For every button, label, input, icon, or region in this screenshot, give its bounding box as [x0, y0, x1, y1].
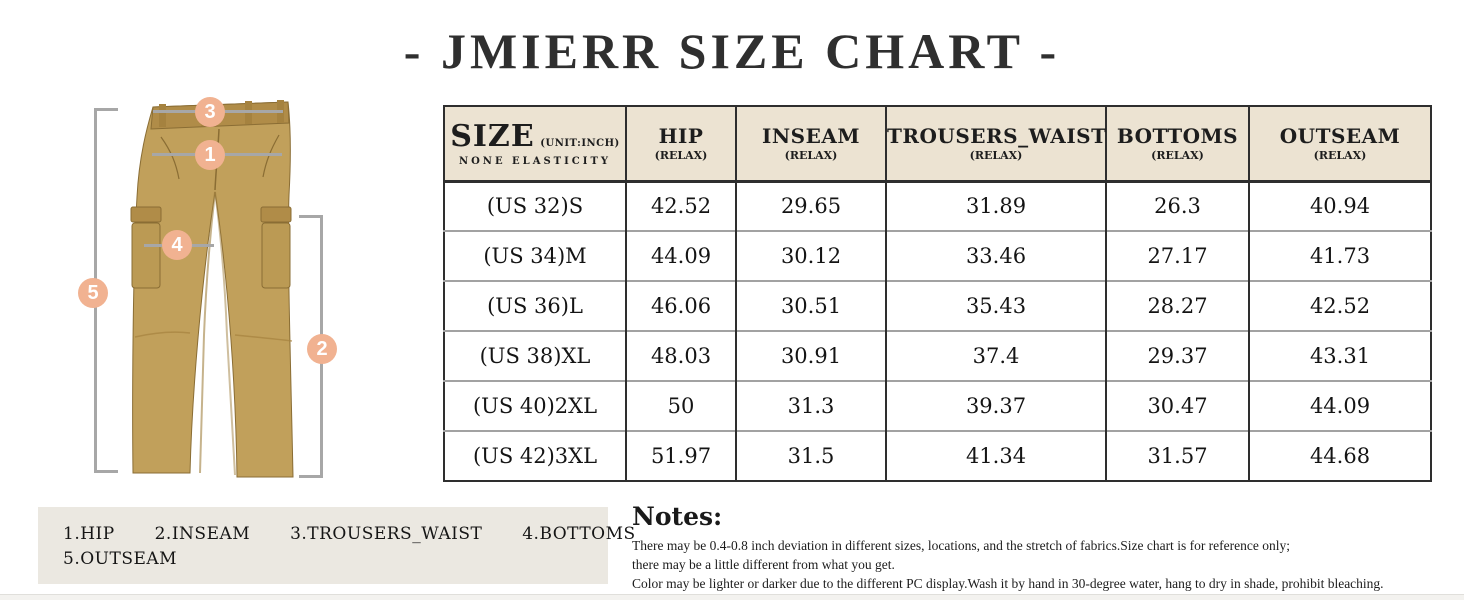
bottoms-cell: 27.17	[1106, 231, 1249, 281]
marker-hip	[195, 140, 225, 170]
measurement-legend	[38, 507, 636, 584]
legend-item-bottoms: 4.BOTTOMS	[522, 524, 636, 544]
inseam-cell: 31.5	[736, 431, 886, 481]
column-header-hip	[626, 106, 736, 181]
size-cell: (US 32)S	[444, 181, 626, 231]
hip-cell: 50	[626, 381, 736, 431]
size-cell: (US 34)M	[444, 231, 626, 281]
hip-cell: 46.06	[626, 281, 736, 331]
notes-title: Notes:	[632, 502, 723, 531]
notes-section	[632, 502, 1464, 593]
table-row	[444, 431, 1431, 481]
size-header-unit: (UNIT:INCH)	[540, 138, 620, 150]
note-line-3: Color may be lighter or darker due to the different PC display.Wash it by hand in 30-degree water, hang to dry in shade, prohibit bleaching.	[632, 576, 1384, 591]
outseam-cell: 40.94	[1249, 181, 1431, 231]
size-cell: (US 36)L	[444, 281, 626, 331]
trousers-waist-header-sub: (RELAX)	[969, 149, 1023, 163]
marker-bottoms-number: 4	[171, 234, 183, 256]
note-line-1: There may be 0.4-0.8 inch deviation in different sizes, locations, and the stretch of fabrics.Size chart is for reference only;	[632, 538, 1291, 553]
table-row	[444, 181, 1431, 231]
size-table	[443, 105, 1432, 482]
size-header-label: SIZE	[450, 119, 535, 155]
marker-trousers-waist-number: 3	[204, 101, 216, 123]
waist-cell: 39.37	[886, 381, 1106, 431]
bottoms-cell: 26.3	[1106, 181, 1249, 231]
legend-item-outseam: 5.OUTSEAM	[63, 549, 178, 569]
waist-cell: 35.43	[886, 281, 1106, 331]
outseam-cell: 43.31	[1249, 331, 1431, 381]
marker-inseam-number: 2	[316, 338, 328, 360]
column-header-size	[444, 106, 626, 181]
page-title: - JMIERR SIZE CHART -	[403, 23, 1061, 79]
marker-hip-number: 1	[204, 144, 216, 166]
legend-line-1	[63, 522, 636, 547]
marker-trousers-waist	[195, 97, 225, 127]
table-row	[444, 381, 1431, 431]
size-cell: (US 40)2XL	[444, 381, 626, 431]
legend-item-hip: 1.HIP	[63, 524, 115, 544]
outseam-cell: 42.52	[1249, 281, 1431, 331]
hip-cell: 44.09	[626, 231, 736, 281]
table-row	[444, 231, 1431, 281]
marker-bottoms	[162, 230, 192, 260]
column-header-trousers-waist	[886, 106, 1106, 181]
waist-cell: 31.89	[886, 181, 1106, 231]
waist-cell: 37.4	[886, 331, 1106, 381]
outseam-header-sub: (RELAX)	[1313, 149, 1367, 163]
table-header-row	[444, 106, 1431, 181]
note-line-2: there may be a little different from what you get.	[632, 557, 895, 572]
marker-outseam	[78, 278, 108, 308]
size-header-elasticity: NONE ELASTICITY	[458, 156, 612, 168]
column-header-outseam	[1249, 106, 1431, 181]
size-table-container	[443, 105, 1432, 482]
bottoms-cell: 30.47	[1106, 381, 1249, 431]
hip-header-sub: (RELAX)	[654, 149, 708, 163]
inseam-cell: 30.51	[736, 281, 886, 331]
size-cell: (US 42)3XL	[444, 431, 626, 481]
marker-inseam	[307, 334, 337, 364]
outseam-cell: 44.68	[1249, 431, 1431, 481]
column-header-bottoms	[1106, 106, 1249, 181]
inseam-header-label: INSEAM	[762, 124, 860, 149]
table-row	[444, 331, 1431, 381]
table-row	[444, 281, 1431, 331]
inseam-cell: 30.91	[736, 331, 886, 381]
bottoms-cell: 31.57	[1106, 431, 1249, 481]
size-cell: (US 38)XL	[444, 331, 626, 381]
marker-outseam-number: 5	[87, 282, 99, 304]
waist-cell: 41.34	[886, 431, 1106, 481]
bottoms-cell: 29.37	[1106, 331, 1249, 381]
legend-item-trousers-waist: 3.TROUSERS_WAIST	[290, 524, 483, 544]
inseam-cell: 31.3	[736, 381, 886, 431]
inseam-cell: 29.65	[736, 181, 886, 231]
inseam-header-sub: (RELAX)	[784, 149, 838, 163]
trousers-waist-header-label: TROUSERS_WAIST	[887, 124, 1107, 149]
legend-line-2	[63, 547, 608, 572]
bottom-divider	[0, 594, 1464, 600]
bottoms-header-sub: (RELAX)	[1151, 149, 1204, 163]
hip-cell: 51.97	[626, 431, 736, 481]
waist-cell: 33.46	[886, 231, 1106, 281]
hip-cell: 42.52	[626, 181, 736, 231]
hip-header-label: HIP	[658, 124, 704, 149]
bottoms-header-label: BOTTOMS	[1116, 124, 1239, 149]
legend-item-inseam: 2.INSEAM	[154, 524, 251, 544]
column-header-inseam	[736, 106, 886, 181]
outseam-header-label: OUTSEAM	[1279, 124, 1401, 149]
outseam-cell: 44.09	[1249, 381, 1431, 431]
hip-cell: 48.03	[626, 331, 736, 381]
bottoms-cell: 28.27	[1106, 281, 1249, 331]
outseam-cell: 41.73	[1249, 231, 1431, 281]
inseam-cell: 30.12	[736, 231, 886, 281]
